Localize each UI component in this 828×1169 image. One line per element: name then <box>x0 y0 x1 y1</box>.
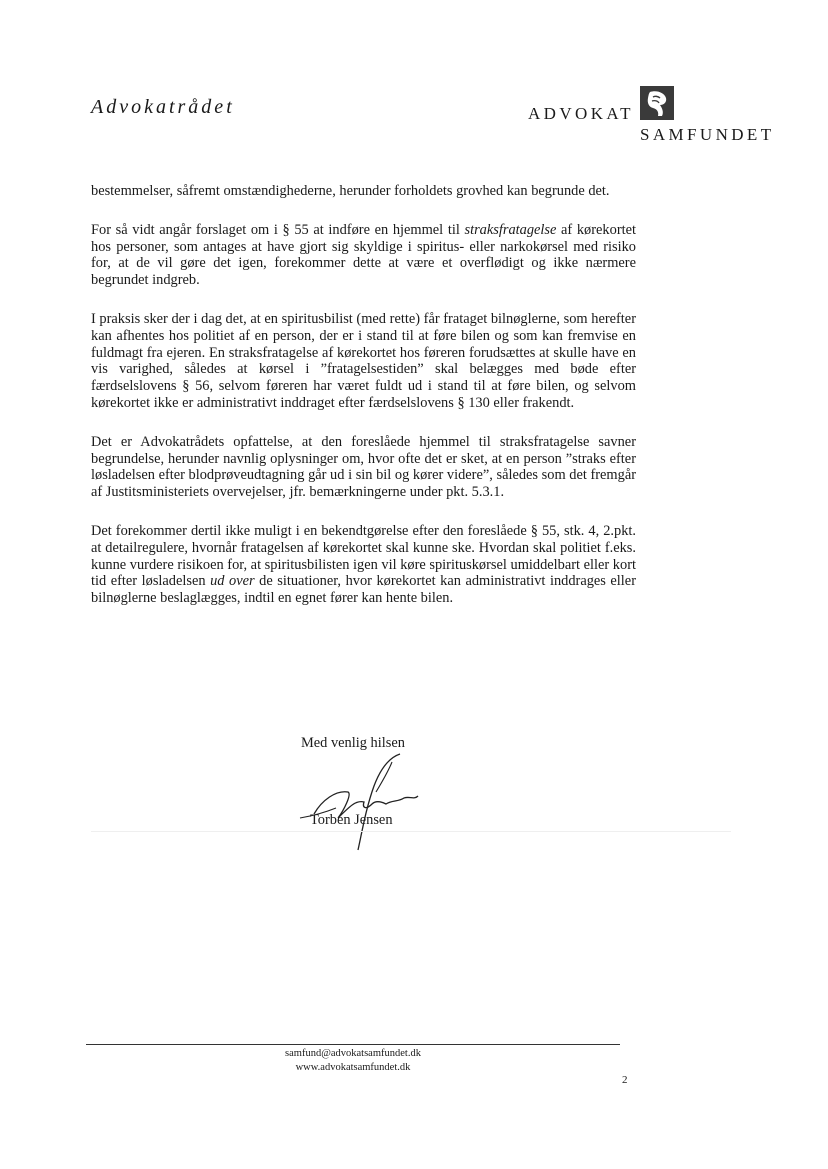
emphasis-straksfratagelse: straksfratagelse <box>464 221 557 238</box>
footer-contact <box>86 1047 620 1075</box>
header-title: Advokatrådet <box>91 96 235 118</box>
footer-website: www.advokatsamfundet.dk <box>295 1062 411 1073</box>
faint-divider <box>91 831 731 832</box>
letter-body <box>91 183 636 629</box>
footer-email: samfund@advokatsamfundet.dk <box>285 1048 421 1059</box>
paragraph-2: For så vidt angår forslaget om i § 55 at indføre en hjemmel til straksfratagelse af kørekortet hos personer, som antages at have gjort sig skyldige i spiritus- eller narkokørsel med risiko for, at de vil gøre det igen, forekommer dette at være et overflødigt og ikke nærmere begrundet indgreb. <box>91 221 636 289</box>
advokatsamfundet-emblem-icon <box>640 86 674 120</box>
logo-text-samfundet: SAMFUNDET <box>640 125 775 144</box>
paragraph-4: Det er Advokatrådets opfattelse, at den foreslåede hjemmel til straksfratagelse savner begrundelse, herunder navnlig oplysninger om, hvor ofte det er sket, at en person ”straks efter løsladelsen efter blodprøveudtagning går ud i sin bil og kører videre”, således som det fremgår af Justitsministeriets overvejelser, jfr. bemærkningerne under pkt. 5.3.1. <box>91 433 636 501</box>
emphasis-ud-over: ud over <box>210 573 255 590</box>
signer-name: Torben Jensen <box>310 812 393 828</box>
paragraph-3: I praksis sker der i dag det, at en spiritusbilist (med rette) får frataget bilnøglerne, som herefter kan afhentes hos politiet af en person, der er i stand til at føre bilen og som kan fremvise en fuldmagt fra ejeren. En straksfratagelse af kørekortet hos føreren forudsættes at skulle have en vis varighed, således at kørsel i ”fratagelsestiden” skal belægges med bøde efter færdselslovens § 56, selvom føreren har været fuldt ud i stand til at føre bilen, og selvom kørekortet ikke er administrativt inddraget efter færdselslovens § 130 eller frakendt. <box>91 310 636 411</box>
advokatsamfundet-logo <box>528 86 788 146</box>
handwritten-signature <box>292 752 432 852</box>
closing-greeting: Med venlig hilsen <box>301 735 405 751</box>
page-number: 2 <box>622 1074 628 1086</box>
paragraph-5: Det forekommer dertil ikke muligt i en bekendtgørelse efter den foreslåede § 55, stk. 4, 2.pkt. at detailregulere, hvornår fratagelsen af kørekortet skal kunne ske. Hvordan skal politiet f.eks. kunne vurdere risikoen for, at spiritusbilisten igen vil køre spirituskørsel umiddelbart eller kort tid efter løsladelsen ud over de situationer, hvor kørekortet kan administrativt inddrages eller bilnøglerne beslaglægges, indtil en egnet fører kan hente bilen. <box>91 522 636 607</box>
logo-text-advokat: ADVOKAT <box>528 104 634 123</box>
footer-divider <box>86 1044 620 1045</box>
paragraph-1: bestemmelser, såfremt omstændighederne, herunder forholdets grovhed kan begrunde det. <box>91 183 610 199</box>
